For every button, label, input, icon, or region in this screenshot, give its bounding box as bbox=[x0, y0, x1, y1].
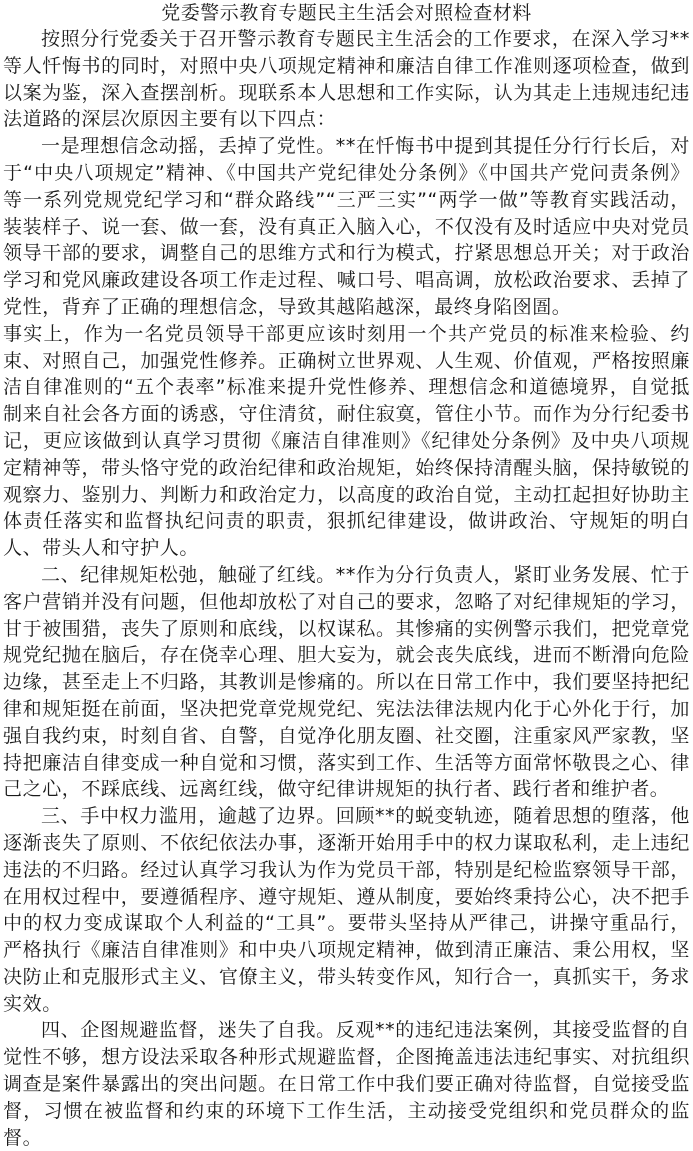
document-title: 党委警示教育专题民主生活会对照检查材料 bbox=[161, 2, 532, 24]
paragraph: 三、手中权力滥用，逾越了边界。回顾**的蜕变轨迹，随着思想的堕落，他逐渐丧失了原则、不依纪依法办事，逐渐开始用手中的权力谋取私利，走上违纪违法的不归路。经过认真学习我认为作为党员干部，特别是纪检监察领导干部，在用权过程中，要遵循程序、遵守规矩、遵从制度，要始终秉持公心，决不把手中的权力变成谋取个人利益的“工具”。要带头坚持从严律己，讲操守重品行，严格执行《廉洁自律准则》和中央八项规定精神，做到清正廉洁、秉公用权，坚决防止和克服形式主义、官僚主义，带头转变作风，知行合一，真抓实干，务求实效。 bbox=[3, 805, 690, 1015]
paragraph: 按照分行党委关于召开警示教育专题民主生活会的工作要求，在深入学习**等人忏悔书的同时，对照中央八项规定精神和廉洁自律工作准则逐项检查，做到以案为鉴，深入查摆剖析。现联系本人思想和工作实际，认为其走上违规违纪违法道路的深层次原因主要有以下四点： bbox=[3, 28, 690, 131]
paragraph: 四、企图规避监督，迷失了自我。反观**的违纪违法案例，其接受监督的自觉性不够，想方设法采取各种形式规避监督，企图掩盖违法违纪事实、对抗组织调查是案件暴露出的突出问题。在日常工作中我们要正确对待监督，自觉接受监督，习惯在被监督和约束的环境下工作生活，主动接受党组织和党员群众的监督。 bbox=[3, 1019, 690, 1149]
document-body bbox=[3, 26, 690, 1151]
paragraph: 二、纪律规矩松弛，触碰了红线。**作为分行负责人，紧盯业务发展、忙于客户营销并没有问题，但他却放松了对自己的要求，忽略了对纪律规矩的学习，甘于被围猎，丧失了原则和底线，以权谋私。其惨痛的实例警示我们，把党章党规党纪抛在脑后，存在侥幸心理、胆大妄为，就会丧失底线，进而不断滑向危险边缘，甚至走上不归路，其教训是惨痛的。所以在日常工作中，我们要坚持把纪律和规矩挺在前面，坚决把党章党规党纪、宪法法律法规内化于心外化于行，加强自我约束，时刻自省、自警，自觉净化朋友圈、社交圈，注重家风严家教，坚持把廉洁自律变成一种自觉和习惯，落实到工作、生活等方面常怀敬畏之心、律己之心，不踩底线、远离红线，做守纪律讲规矩的执行者、践行者和维护者。 bbox=[3, 563, 690, 801]
paragraph: 一是理想信念动摇，丢掉了党性。**在忏悔书中提到其提任分行行长后，对于“中央八项规定”精神、《中国共产党纪律处分条例》《中国共产党问责条例》等一系列党规党纪学习和“群众路线”“三严三实”“两学一做”等教育实践活动，装装样子、说一套、做一套，没有真正入脑入心，不仅没有及时适应中央对党员领导干部的要求，调整自己的思维方式和行为模式，拧紧思想总开关；对于政治学习和党风廉政建设各项工作走过程、喊口号、唱高调，放松政治要求、丢掉了党性，背弃了正确的理想信念，导致其越陷越深，最终身陷囹圄。 bbox=[3, 135, 690, 318]
paragraph: 事实上，作为一名党员领导干部更应该时刻用一个共产党员的标准来检验、约束、对照自己，加强党性修养。正确树立世界观、人生观、价值观，严格按照廉洁自律准则的“五个表率”标准来提升党性修养、理想信念和道德境界，自觉抵制来自社会各方面的诱惑，守住清贫，耐住寂寞，管住小节。而作为分行纪委书记，更应该做到认真学习贯彻《廉洁自律准则》《纪律处分条例》及中央八项规定精神等，带头恪守党的政治纪律和政治规矩，始终保持清醒头脑，保持敏锐的观察力、鉴别力、判断力和政治定力，以高度的政治自觉，主动扛起担好协助主体责任落实和监督执纪问责的职责，狠抓纪律建设，做讲政治、守规矩的明白人、带头人和守护人。 bbox=[3, 322, 690, 560]
